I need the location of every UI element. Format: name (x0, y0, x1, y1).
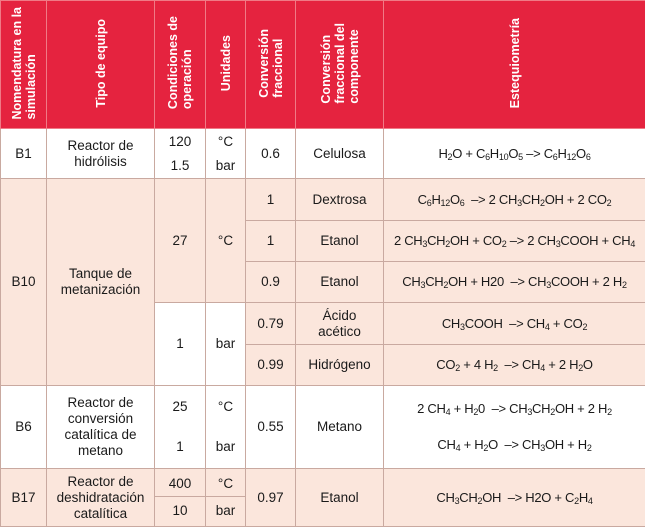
table-row (1, 129, 645, 179)
row-component: Dextrosa (296, 179, 384, 221)
row-component: Hidrógeno (296, 345, 384, 386)
condition-value: 1.5 (170, 157, 190, 173)
row-units (206, 386, 246, 469)
table-row (1, 179, 645, 221)
unit-value: bar (215, 157, 236, 173)
row-conversion: 0.79 (246, 303, 296, 345)
condition-value: 120 (168, 133, 192, 149)
row-conditions (155, 469, 206, 527)
row-name: B17 (1, 469, 47, 527)
row-unit-press: bar (206, 303, 246, 386)
row-conversion: 0.97 (246, 469, 296, 527)
stoichiometry-equation: $CH_4 + H_2O -> CH_3OH + H_2$ (437, 437, 592, 453)
header-nomenclature: Nomendatura en la simulación (1, 1, 47, 129)
condition-value: 400 (155, 472, 205, 497)
unit-value: °C (217, 133, 234, 149)
row-name: B1 (1, 129, 47, 179)
stoichiometry-equation: $CO_2 + 4$ $H_2 -> CH_4 + 2$ $H_2O$ (384, 345, 645, 386)
row-conversion: 1 (246, 221, 296, 262)
stoichiometry-equation: $CH_3CH_2OH -> H2O + C_2H_4$ (384, 469, 645, 527)
row-name: B6 (1, 386, 47, 469)
row-condition-press: 1 (155, 303, 206, 386)
condition-value: 10 (172, 503, 188, 518)
stoichiometry-equation: 2 $CH_3CH_2OH + CO_2 -> 2$ $CH_3COOH + CH_4$ (384, 221, 645, 262)
row-component: Etanol (296, 221, 384, 262)
condition-value: 1 (176, 439, 184, 454)
row-conditions (155, 386, 206, 469)
table-row (1, 469, 645, 527)
stoichiometry-equation: $H_2O + C_6H_{10}O_5 -> C_6H_{12}O_6$ (384, 129, 645, 179)
row-unit-temp: °C (206, 179, 246, 303)
header-conversion: Conversión fraccional (246, 1, 296, 129)
row-component: Etanol (296, 469, 384, 527)
header-stoichiometry: Estequiometría (384, 1, 645, 129)
header-row (1, 1, 645, 129)
stoichiometry-equation: $C_6H_{12}O_6 -> 2$ $CH_3CH_2OH + 2$ $CO_2$ (384, 179, 645, 221)
stoichiometry-equations (384, 386, 645, 469)
row-units (206, 469, 246, 527)
header-equipment: Tipo de equipo (47, 1, 155, 129)
stoichiometry-equation: $CH_3CH_2OH + H20$ –> $CH_3COOH + 2$ $H_2$ (384, 262, 645, 303)
row-conversion: 1 (246, 179, 296, 221)
stoichiometry-equation: $CH_3COOH -> CH_4 + CO_2$ (384, 303, 645, 345)
row-equipment: Reactor de deshidratación catalítica (47, 469, 155, 527)
header-component: Conversión fraccional del componente (296, 1, 384, 129)
row-conversion: 0.55 (246, 386, 296, 469)
row-component: Etanol (296, 262, 384, 303)
stoichiometry-equation: 2 $CH_4 + H_20 -> CH_3CH_2OH + 2$ $H_2$ (417, 401, 612, 417)
row-conditions (155, 129, 206, 179)
row-component: Metano (296, 386, 384, 469)
row-equipment: Reactor de conversión catalítica de metano (47, 386, 155, 469)
row-conversion: 0.99 (246, 345, 296, 386)
row-conversion: 0.6 (246, 129, 296, 179)
table-row (1, 386, 645, 469)
unit-value: °C (217, 399, 234, 414)
row-name: B10 (1, 179, 47, 386)
row-equipment: Reactor de hidrólisis (47, 129, 155, 179)
header-units: Unidades (206, 1, 246, 129)
row-condition-temp: 27 (155, 179, 206, 303)
unit-value: bar (215, 439, 236, 454)
condition-value: 25 (172, 399, 188, 414)
row-equipment: Tanque de metanización (47, 179, 155, 386)
unit-value: °C (206, 472, 245, 497)
row-component: Celulosa (296, 129, 384, 179)
row-component: Ácido acético (296, 303, 384, 345)
row-units (206, 129, 246, 179)
unit-value: bar (215, 503, 236, 518)
header-conditions: Condiciones de operación (155, 1, 206, 129)
row-conversion: 0.9 (246, 262, 296, 303)
